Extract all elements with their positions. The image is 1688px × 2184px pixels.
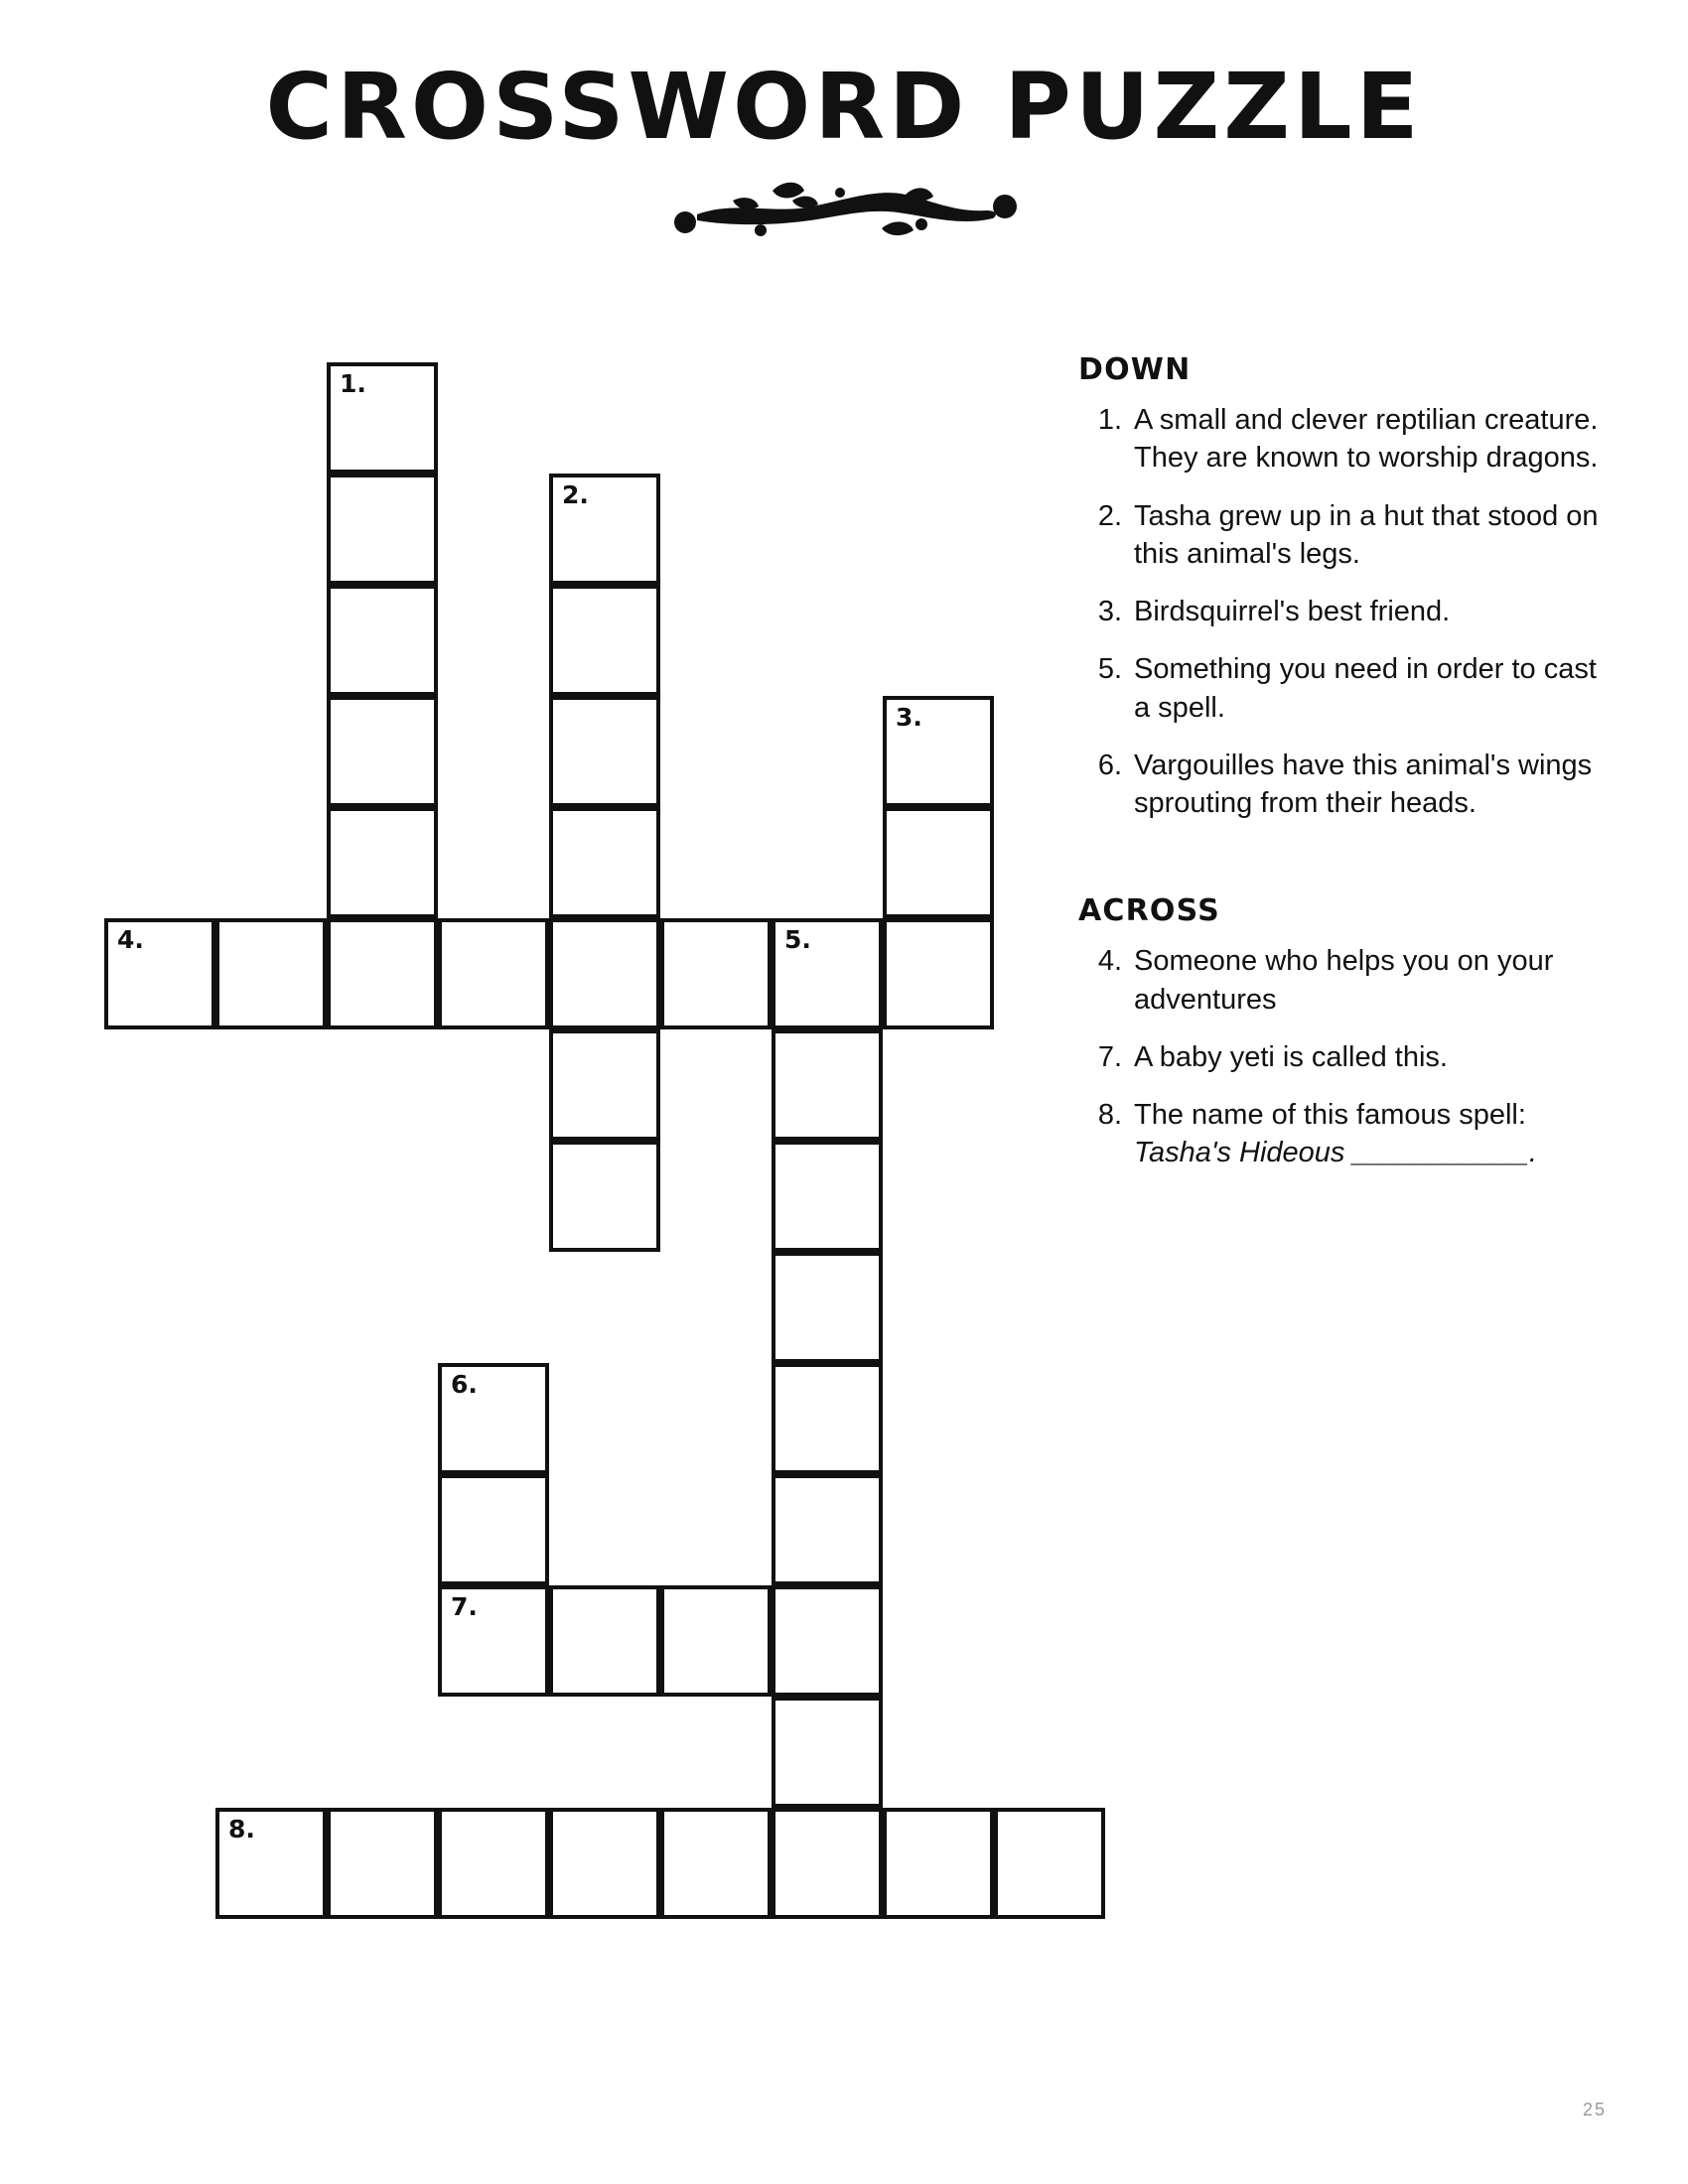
clue-number: 1. <box>1097 404 1122 436</box>
crossword-cell-number: 6. <box>451 1370 478 1399</box>
clue-text: Someone who helps you on your adventures <box>1134 945 1554 1016</box>
crossword-cell[interactable] <box>772 1141 883 1252</box>
clue-text: Vargouilles have this animal's wings sprouting from their heads. <box>1134 749 1593 820</box>
crossword-cell[interactable] <box>772 1029 883 1141</box>
crossword-cell[interactable] <box>327 807 438 918</box>
crossword-cell[interactable] <box>772 1252 883 1363</box>
clue-text: A small and clever reptilian creature. They are known to worship dragons. <box>1134 404 1599 475</box>
clue-text: The name of this famous spell: Tasha's Hideous ___________. <box>1134 1099 1537 1169</box>
clue-text: Something you need in order to cast a spell. <box>1134 653 1597 724</box>
clue-number: 3. <box>1097 596 1122 628</box>
leafy-flourish-ornament <box>0 171 1688 248</box>
crossword-cell[interactable] <box>660 1808 772 1919</box>
crossword-cell-number: 1. <box>340 369 366 398</box>
crossword-cell[interactable] <box>438 918 549 1029</box>
crossword-cell[interactable] <box>549 918 660 1029</box>
crossword-cell[interactable] <box>438 1585 549 1697</box>
crossword-grid[interactable] <box>0 352 1062 1990</box>
across-heading: ACROSS <box>1078 893 1220 929</box>
crossword-cell[interactable] <box>327 585 438 696</box>
clue-item <box>1078 942 1615 1019</box>
clue-text: A baby yeti is called this. <box>1134 1040 1448 1073</box>
crossword-cell[interactable] <box>549 1808 660 1919</box>
clue-number: 6. <box>1097 749 1122 781</box>
clue-text: Birdsquirrel's best friend. <box>1134 596 1451 628</box>
crossword-cell[interactable] <box>883 1808 994 1919</box>
clue-number: 8. <box>1097 1099 1122 1132</box>
crossword-cell-number: 3. <box>896 703 922 732</box>
crossword-cell[interactable] <box>549 696 660 807</box>
crossword-cell[interactable] <box>660 1585 772 1697</box>
page-title: CROSSWORD PUZZLE <box>265 54 1423 160</box>
crossword-cell[interactable] <box>772 1697 883 1808</box>
crossword-cell-number: 4. <box>117 925 144 954</box>
crossword-cell[interactable] <box>215 1808 327 1919</box>
crossword-cell[interactable] <box>772 1808 883 1919</box>
crossword-cell[interactable] <box>549 585 660 696</box>
clue-item <box>1078 401 1615 478</box>
crossword-cell[interactable] <box>327 696 438 807</box>
crossword-cell[interactable] <box>772 918 883 1029</box>
clue-number: 2. <box>1097 499 1122 532</box>
crossword-cell[interactable] <box>327 1808 438 1919</box>
crossword-cell[interactable] <box>883 696 994 807</box>
crossword-cell[interactable] <box>549 1141 660 1252</box>
clue-item <box>1078 650 1615 727</box>
page-number: 25 <box>1582 2100 1607 2119</box>
crossword-cell[interactable] <box>438 1474 549 1585</box>
crossword-cell[interactable] <box>772 1363 883 1474</box>
clue-number: 5. <box>1097 653 1122 686</box>
crossword-cell[interactable] <box>438 1808 549 1919</box>
clue-number: 4. <box>1097 945 1122 978</box>
title-block <box>0 54 1688 248</box>
crossword-cell[interactable] <box>772 1585 883 1697</box>
down-clues-block <box>1078 352 1615 822</box>
clue-item <box>1078 593 1615 630</box>
clue-item <box>1078 747 1615 823</box>
clues-panel <box>1078 352 1615 1192</box>
clue-item <box>1078 1096 1615 1172</box>
crossword-cell[interactable] <box>883 807 994 918</box>
crossword-cell[interactable] <box>549 1029 660 1141</box>
crossword-cell[interactable] <box>549 1585 660 1697</box>
clue-item <box>1078 497 1615 574</box>
crossword-cell[interactable] <box>772 1474 883 1585</box>
crossword-cell[interactable] <box>104 918 215 1029</box>
crossword-cell[interactable] <box>883 918 994 1029</box>
crossword-cell[interactable] <box>327 918 438 1029</box>
across-clues-block <box>1078 893 1615 1171</box>
clue-text: Tasha grew up in a hut that stood on this animal's legs. <box>1134 499 1599 570</box>
crossword-cell[interactable] <box>660 918 772 1029</box>
crossword-cell-number: 2. <box>562 480 589 509</box>
down-clue-list <box>1078 401 1615 822</box>
across-clue-list <box>1078 942 1615 1171</box>
crossword-cell-number: 8. <box>228 1815 255 1843</box>
crossword-cell[interactable] <box>549 807 660 918</box>
crossword-cell[interactable] <box>327 474 438 585</box>
down-heading: DOWN <box>1078 352 1192 387</box>
clue-number: 7. <box>1097 1040 1122 1073</box>
crossword-cell-number: 5. <box>784 925 811 954</box>
crossword-cell[interactable] <box>549 474 660 585</box>
crossword-cell[interactable] <box>438 1363 549 1474</box>
crossword-cell[interactable] <box>994 1808 1105 1919</box>
crossword-cell[interactable] <box>327 362 438 474</box>
clue-item <box>1078 1038 1615 1076</box>
crossword-cell[interactable] <box>215 918 327 1029</box>
crossword-cell-number: 7. <box>451 1592 478 1621</box>
